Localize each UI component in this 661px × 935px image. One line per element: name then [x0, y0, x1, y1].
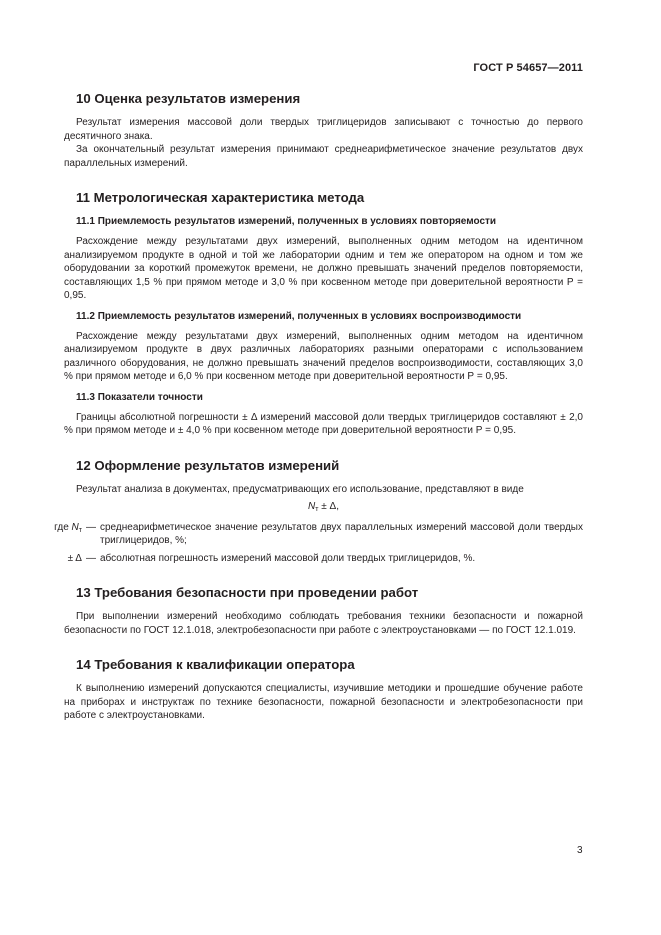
- formula-variable: N: [308, 501, 316, 512]
- section-12-paragraph: Результат анализа в документах, предусматривающих его использование, представляют в виде: [76, 483, 524, 495]
- subsection-11-3-text: Границы абсолютной погрешности ± Δ измерений массовой доли твердых триглицеридов составляют ± 2,0 % при прямом методе и ± 4,0 % при косвенном методе при доверительной вероятности Р = 0,95.: [64, 411, 583, 436]
- formula-subscript: т: [315, 506, 319, 513]
- section-13-text: При выполнении измерений необходимо соблюдать требования техники безопасности и пожарной безопасности по ГОСТ 12.1.018, электробезопасности при работе с электроустановками — по ГОСТ 12.1.019.: [64, 611, 583, 636]
- subsection-11-2-title: 11.2 Приемлемость результатов измерений, полученных в условиях воспроизводимости: [76, 310, 522, 322]
- section-14-text: К выполнению измерений допускаются специалисты, изучившие методики и прошедшие обучение работе на приборах и инструктаж по технике безопасности, пожарной безопасности и электробезопасности при работе с электроустановками.: [64, 683, 583, 721]
- definition-dash: —: [86, 552, 96, 564]
- section-10-paragraph-2: За окончательный результат измерения принимают среднеарифметическое значение результатов двух параллельных измерений.: [64, 144, 583, 169]
- result-formula: [64, 500, 583, 517]
- section-12-title: 12 Оформление результатов измерений: [76, 457, 340, 473]
- definition-nt: [54, 521, 583, 548]
- formula-tail: ± Δ,: [318, 501, 339, 512]
- page-number: 3: [577, 845, 583, 856]
- section-13-title: 13 Требования безопасности при проведении работ: [76, 585, 419, 600]
- definition-text: абсолютная погрешность измерений массовой доли твердых триглицеридов, %.: [100, 552, 476, 564]
- definition-term: ± Δ: [67, 552, 82, 564]
- subsection-11-1-text: Расхождение между результатами двух измерений, выполненных одним методом на идентичном анализируемом продукте в одной и той же лаборатории одним и тем же оператором на одном и том же оборудовании за короткий промежуток времени, не должно превышать значений пределов повторяемости, составляющих 1,5 % при прямом методе и 3,0 % при косвенном методе при доверительной вероятности Р = 0,95.: [64, 236, 583, 301]
- document-header: ГОСТ Р 54657—2011: [473, 62, 583, 74]
- subsection-11-1-title: 11.1 Приемлемость результатов измерений, полученных в условиях повторяемости: [76, 216, 497, 227]
- section-10-title: 10 Оценка результатов измерения: [76, 91, 301, 106]
- page-content: [54, 91, 583, 723]
- definition-delta: [64, 552, 583, 566]
- section-14-title: 14 Требования к квалификации оператора: [76, 657, 355, 672]
- subsection-11-3-title: 11.3 Показатели точности: [76, 391, 203, 403]
- definition-dash: —: [86, 521, 96, 533]
- section-11-title: 11 Метрологическая характеристика метода: [76, 190, 365, 205]
- subsection-11-2-text: Расхождение между результатами двух измерений, выполненных одним методом на идентичном анализируемом продукте в двух различных лабораториях разными операторами с использованием различного оборудования, не должно превышать значений пределов воспроизводимости, составляющих 3,0 % при прямом методе и 6,0 % при косвенном методе при доверительной вероятности Р = 0,95.: [64, 330, 583, 382]
- definition-text: среднеарифметическое значение результатов двух параллельных измерений массовой доли твердых триглицеридов, %;: [100, 521, 583, 546]
- definition-term: где $N_т$: [54, 521, 82, 534]
- section-10-paragraph-1: Результат измерения массовой доли твердых триглицеридов записывают с точностью до первого десятичного знака.: [64, 117, 583, 142]
